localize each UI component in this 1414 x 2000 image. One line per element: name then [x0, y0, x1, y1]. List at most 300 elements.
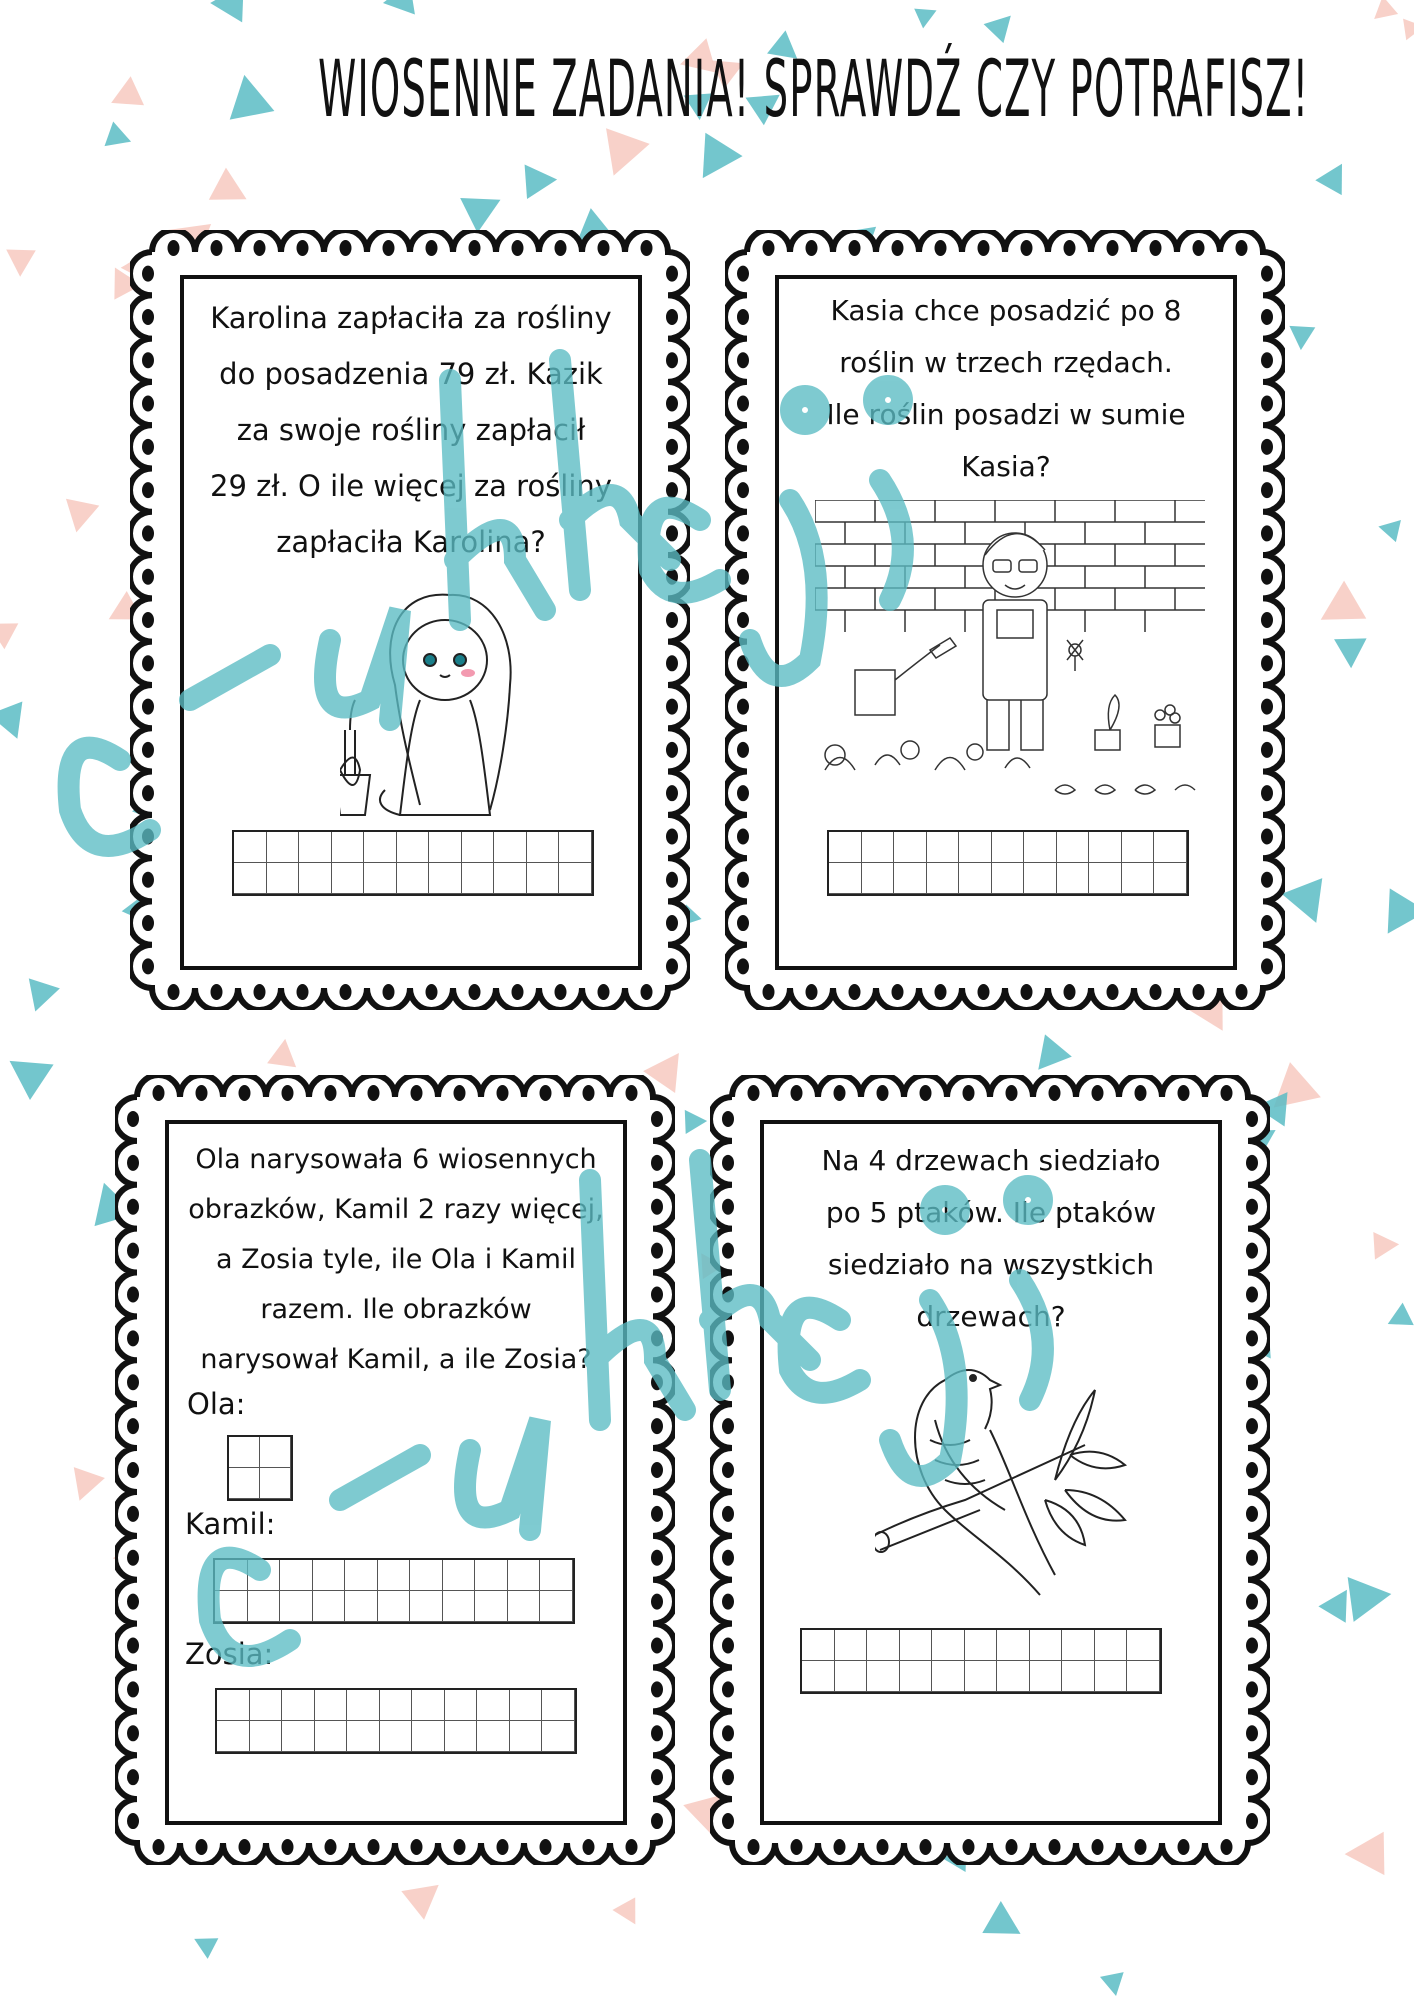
- frame-dot: [555, 984, 567, 1000]
- frame-dot: [1246, 1725, 1258, 1741]
- frame-dot: [142, 655, 154, 671]
- frame-dot: [1246, 1594, 1258, 1610]
- frame-dot: [1261, 872, 1273, 888]
- frame-dot: [737, 266, 749, 282]
- confetti-triangle: [914, 1, 941, 29]
- frame-dot: [651, 1725, 663, 1741]
- question-line: Kasia?: [961, 450, 1051, 483]
- frame-dot: [834, 1085, 846, 1101]
- frame-dot: [1261, 482, 1273, 498]
- frame-dot: [666, 655, 678, 671]
- grid-cell[interactable]: [462, 863, 495, 894]
- frame-dot: [127, 1243, 139, 1259]
- frame-dot: [666, 352, 678, 368]
- frame-dot: [666, 482, 678, 498]
- frame-dot: [583, 1839, 595, 1855]
- kamil-label: Kamil:: [185, 1507, 276, 1541]
- grid-cell[interactable]: [1095, 1661, 1128, 1692]
- frame-dot: [651, 1418, 663, 1434]
- grid-cell[interactable]: [540, 1560, 573, 1591]
- grid-cell[interactable]: [510, 1721, 543, 1752]
- grid-cell[interactable]: [477, 1690, 510, 1721]
- grid-cell[interactable]: [1062, 1630, 1095, 1661]
- frame-dot: [583, 1085, 595, 1101]
- grid-cell[interactable]: [267, 832, 300, 863]
- frame-dot: [763, 240, 775, 256]
- grid-cell[interactable]: [932, 1661, 965, 1692]
- grid-cell[interactable]: [559, 863, 592, 894]
- frame-dot: [1261, 525, 1273, 541]
- grid-cell[interactable]: [802, 1630, 835, 1661]
- confetti-triangle: [1310, 581, 1367, 639]
- frame-dot: [127, 1111, 139, 1127]
- grid-cell[interactable]: [997, 1661, 1030, 1692]
- grid-cell[interactable]: [215, 1591, 248, 1622]
- answer-box[interactable]: [827, 830, 1189, 896]
- confetti-triangle: [1366, 0, 1398, 28]
- frame-dot: [411, 1085, 423, 1101]
- question-line: za swoje rośliny zapłacił: [236, 413, 586, 447]
- grid-cell[interactable]: [248, 1560, 281, 1591]
- grid-cell[interactable]: [345, 1591, 378, 1622]
- grid-cell[interactable]: [313, 1591, 346, 1622]
- grid-cell[interactable]: [429, 832, 462, 863]
- grid-cell[interactable]: [997, 1630, 1030, 1661]
- grid-cell[interactable]: [835, 1661, 868, 1692]
- grid-cell[interactable]: [475, 1560, 508, 1591]
- frame-dot: [142, 612, 154, 628]
- frame-dot: [651, 1199, 663, 1215]
- frame-dot: [127, 1506, 139, 1522]
- grid-cell[interactable]: [443, 1591, 476, 1622]
- frame-dot: [540, 1839, 552, 1855]
- frame-dot: [849, 984, 861, 1000]
- grid-cell[interactable]: [412, 1721, 445, 1752]
- frame-dot: [722, 1769, 734, 1785]
- frame-dot: [722, 1638, 734, 1654]
- grid-cell[interactable]: [299, 832, 332, 863]
- grid-cell[interactable]: [900, 1630, 933, 1661]
- frame-dot: [368, 1839, 380, 1855]
- frame-dot: [737, 396, 749, 412]
- grid-cell[interactable]: [494, 832, 527, 863]
- grid-cell[interactable]: [250, 1721, 283, 1752]
- frame-dot: [666, 266, 678, 282]
- frame-dot: [963, 1085, 975, 1101]
- frame-dot: [722, 1462, 734, 1478]
- grid-cell[interactable]: [477, 1721, 510, 1752]
- frame-dot: [651, 1330, 663, 1346]
- grid-cell[interactable]: [1122, 863, 1155, 894]
- frame-dot: [1261, 439, 1273, 455]
- confetti-triangle: [20, 978, 60, 1016]
- frame-dot: [383, 240, 395, 256]
- frame-dot: [426, 240, 438, 256]
- frame-dot: [748, 1085, 760, 1101]
- grid-cell[interactable]: [313, 1560, 346, 1591]
- grid-cell[interactable]: [965, 1661, 998, 1692]
- frame-dot: [555, 240, 567, 256]
- question-line: 29 zł. O ile więcej za rośliny: [210, 469, 612, 503]
- frame-dot: [1246, 1813, 1258, 1829]
- grid-cell[interactable]: [1024, 863, 1057, 894]
- grid-cell[interactable]: [250, 1690, 283, 1721]
- grid-cell[interactable]: [494, 863, 527, 894]
- frame-dot: [1246, 1330, 1258, 1346]
- grid-cell[interactable]: [1089, 832, 1122, 863]
- girl-with-hyacinth-illustration: [340, 575, 540, 820]
- frame-dot: [454, 1839, 466, 1855]
- confetti-triangle: [1288, 326, 1315, 351]
- grid-cell[interactable]: [378, 1560, 411, 1591]
- frame-dot: [239, 1085, 251, 1101]
- frame-dot: [651, 1813, 663, 1829]
- confetti-triangle: [1282, 878, 1337, 931]
- grid-cell[interactable]: [959, 863, 992, 894]
- frame-dot: [1107, 984, 1119, 1000]
- frame-dot: [963, 1839, 975, 1855]
- frame-dot: [1150, 240, 1162, 256]
- confetti-triangle: [1348, 1572, 1395, 1622]
- frame-dot: [196, 1085, 208, 1101]
- grid-cell[interactable]: [867, 1661, 900, 1692]
- frame-dot: [834, 1839, 846, 1855]
- grid-cell[interactable]: [867, 1630, 900, 1661]
- grid-cell[interactable]: [862, 863, 895, 894]
- zosia-label: Zosia:: [185, 1637, 274, 1671]
- zosia-answer-box[interactable]: [215, 1688, 577, 1754]
- grid-cell[interactable]: [1030, 1630, 1063, 1661]
- frame-dot: [651, 1638, 663, 1654]
- question-line: obrazków, Kamil 2 razy więcej,: [188, 1194, 604, 1225]
- frame-dot: [512, 240, 524, 256]
- grid-cell[interactable]: [1024, 832, 1057, 863]
- grid-cell[interactable]: [927, 832, 960, 863]
- frame-dot: [892, 984, 904, 1000]
- grid-cell[interactable]: [267, 863, 300, 894]
- question-line: do posadzenia 79 zł. Kazik: [219, 357, 603, 391]
- frame-dot: [598, 984, 610, 1000]
- grid-cell[interactable]: [443, 1560, 476, 1591]
- grid-cell[interactable]: [217, 1721, 250, 1752]
- grid-cell[interactable]: [510, 1690, 543, 1721]
- frame-dot: [142, 396, 154, 412]
- frame-dot: [737, 352, 749, 368]
- frame-dot: [737, 655, 749, 671]
- answer-box[interactable]: [800, 1628, 1162, 1694]
- page-title: WIOSENNE ZADANIA! SPRAWDŹ CZY POTRAFISZ!: [318, 45, 1310, 135]
- grid-cell[interactable]: [315, 1721, 348, 1752]
- grid-cell[interactable]: [215, 1560, 248, 1591]
- frame-dot: [127, 1155, 139, 1171]
- frame-dot: [1261, 309, 1273, 325]
- grid-cell[interactable]: [1127, 1630, 1160, 1661]
- frame-dot: [127, 1638, 139, 1654]
- frame-dot: [254, 984, 266, 1000]
- ola-answer-box[interactable]: [227, 1435, 293, 1501]
- confetti-triangle: [460, 182, 509, 233]
- grid-cell[interactable]: [248, 1591, 281, 1622]
- frame-dot: [142, 309, 154, 325]
- frame-dot: [737, 915, 749, 931]
- question-line: Ola narysowała 6 wiosennych: [195, 1144, 597, 1175]
- grid-cell[interactable]: [1089, 863, 1122, 894]
- grid-cell[interactable]: [282, 1690, 315, 1721]
- frame-dot: [666, 742, 678, 758]
- grid-cell[interactable]: [932, 1630, 965, 1661]
- frame-dot: [127, 1286, 139, 1302]
- frame-dot: [978, 984, 990, 1000]
- frame-dot: [1236, 240, 1248, 256]
- frame-dot: [737, 525, 749, 541]
- frame-dot: [626, 1085, 638, 1101]
- frame-dot: [666, 396, 678, 412]
- confetti-triangle: [982, 1901, 1030, 1950]
- grid-cell[interactable]: [542, 1721, 575, 1752]
- grid-cell[interactable]: [508, 1591, 541, 1622]
- question-line: a Zosia tyle, ile Ola i Kamil: [216, 1244, 576, 1275]
- frame-dot: [1135, 1839, 1147, 1855]
- frame-dot: [1246, 1506, 1258, 1522]
- grid-cell[interactable]: [378, 1591, 411, 1622]
- grid-cell[interactable]: [332, 863, 365, 894]
- frame-dot: [722, 1243, 734, 1259]
- grid-cell[interactable]: [462, 832, 495, 863]
- frame-dot: [1261, 655, 1273, 671]
- frame-dot: [737, 612, 749, 628]
- frame-dot: [892, 240, 904, 256]
- confetti-triangle: [1369, 888, 1414, 945]
- frame-dot: [211, 984, 223, 1000]
- frame-dot: [142, 915, 154, 931]
- frame-dot: [763, 984, 775, 1000]
- grid-cell[interactable]: [380, 1721, 413, 1752]
- frame-dot: [722, 1374, 734, 1390]
- frame-dot: [666, 872, 678, 888]
- frame-dot: [737, 569, 749, 585]
- confetti-triangle: [0, 611, 18, 649]
- frame-dot: [877, 1839, 889, 1855]
- grid-cell[interactable]: [835, 1630, 868, 1661]
- frame-dot: [426, 984, 438, 1000]
- frame-dot: [168, 984, 180, 1000]
- frame-dot: [1049, 1839, 1061, 1855]
- frame-dot: [722, 1155, 734, 1171]
- answer-box[interactable]: [232, 830, 594, 896]
- frame-dot: [722, 1330, 734, 1346]
- frame-dot: [1236, 984, 1248, 1000]
- confetti-triangle: [189, 1928, 218, 1958]
- frame-dot: [340, 984, 352, 1000]
- grid-cell[interactable]: [542, 1690, 575, 1721]
- confetti-triangle: [1376, 515, 1401, 542]
- grid-cell[interactable]: [280, 1560, 313, 1591]
- grid-cell[interactable]: [217, 1690, 250, 1721]
- frame-dot: [651, 1550, 663, 1566]
- frame-dot: [722, 1506, 734, 1522]
- grid-cell[interactable]: [1057, 863, 1090, 894]
- frame-dot: [127, 1681, 139, 1697]
- grid-cell[interactable]: [862, 832, 895, 863]
- frame-dot: [666, 785, 678, 801]
- grid-cell[interactable]: [959, 832, 992, 863]
- confetti-triangle: [684, 133, 742, 190]
- grid-cell[interactable]: [965, 1630, 998, 1661]
- task-card-1: [130, 230, 690, 1010]
- grid-cell[interactable]: [282, 1721, 315, 1752]
- frame-dot: [722, 1725, 734, 1741]
- frame-dot: [1246, 1769, 1258, 1785]
- grid-cell[interactable]: [347, 1690, 380, 1721]
- grid-cell[interactable]: [397, 863, 430, 894]
- frame-dot: [666, 958, 678, 974]
- grid-cell[interactable]: [1030, 1661, 1063, 1692]
- grid-cell[interactable]: [345, 1560, 378, 1591]
- frame-dot: [411, 1839, 423, 1855]
- grid-cell[interactable]: [475, 1591, 508, 1622]
- frame-dot: [1261, 742, 1273, 758]
- frame-dot: [935, 240, 947, 256]
- grid-cell[interactable]: [802, 1661, 835, 1692]
- grid-cell[interactable]: [829, 832, 862, 863]
- grid-cell[interactable]: [364, 832, 397, 863]
- frame-dot: [666, 699, 678, 715]
- frame-dot: [469, 984, 481, 1000]
- frame-dot: [666, 525, 678, 541]
- grid-cell[interactable]: [927, 863, 960, 894]
- grid-cell[interactable]: [1154, 863, 1187, 894]
- frame-dot: [791, 1085, 803, 1101]
- frame-dot: [1092, 1839, 1104, 1855]
- grid-cell[interactable]: [364, 863, 397, 894]
- frame-dot: [849, 240, 861, 256]
- frame-dot: [920, 1085, 932, 1101]
- grid-cell[interactable]: [894, 863, 927, 894]
- frame-dot: [1246, 1550, 1258, 1566]
- grid-cell[interactable]: [1127, 1661, 1160, 1692]
- frame-dot: [325, 1839, 337, 1855]
- frame-dot: [1246, 1681, 1258, 1697]
- frame-dot: [127, 1199, 139, 1215]
- grid-cell[interactable]: [412, 1690, 445, 1721]
- frame-dot: [737, 742, 749, 758]
- grid-cell[interactable]: [280, 1591, 313, 1622]
- frame-dot: [1006, 1839, 1018, 1855]
- grid-cell[interactable]: [397, 832, 430, 863]
- grid-cell[interactable]: [1062, 1661, 1095, 1692]
- confetti-triangle: [1403, 16, 1414, 40]
- grid-cell[interactable]: [508, 1560, 541, 1591]
- frame-dot: [142, 958, 154, 974]
- confetti-triangle: [612, 1897, 646, 1930]
- frame-dot: [666, 612, 678, 628]
- frame-dot: [666, 439, 678, 455]
- frame-dot: [748, 1839, 760, 1855]
- frame-dot: [1064, 240, 1076, 256]
- grid-cell[interactable]: [1095, 1630, 1128, 1661]
- grid-cell[interactable]: [527, 832, 560, 863]
- frame-dot: [1193, 240, 1205, 256]
- grid-cell[interactable]: [1154, 832, 1187, 863]
- grid-cell[interactable]: [1122, 832, 1155, 863]
- confetti-triangle: [0, 701, 34, 745]
- grid-cell[interactable]: [992, 863, 1025, 894]
- frame-dot: [153, 1085, 165, 1101]
- frame-dot: [1064, 984, 1076, 1000]
- grid-cell[interactable]: [540, 1591, 573, 1622]
- frame-dot: [651, 1155, 663, 1171]
- grid-cell[interactable]: [829, 863, 862, 894]
- confetti-triangle: [1373, 1231, 1400, 1260]
- grid-cell[interactable]: [445, 1690, 478, 1721]
- grid-cell[interactable]: [234, 832, 267, 863]
- frame-dot: [722, 1813, 734, 1829]
- question-line: drzewach?: [916, 1300, 1066, 1333]
- frame-dot: [1261, 958, 1273, 974]
- grid-cell[interactable]: [315, 1690, 348, 1721]
- confetti-triangle: [105, 122, 136, 154]
- question-text: [775, 285, 1237, 493]
- boy-gardener-illustration: [815, 500, 1205, 800]
- grid-cell[interactable]: [527, 863, 560, 894]
- frame-dot: [737, 309, 749, 325]
- frame-dot: [877, 1085, 889, 1101]
- frame-dot: [1246, 1638, 1258, 1654]
- kamil-answer-box[interactable]: [213, 1558, 575, 1624]
- frame-dot: [1261, 699, 1273, 715]
- frame-dot: [1178, 1085, 1190, 1101]
- frame-dot: [651, 1243, 663, 1259]
- confetti-triangle: [1025, 1034, 1072, 1081]
- frame-dot: [142, 439, 154, 455]
- grid-cell[interactable]: [410, 1560, 443, 1591]
- grid-cell[interactable]: [992, 832, 1025, 863]
- grid-cell[interactable]: [380, 1690, 413, 1721]
- confetti-triangle: [984, 6, 1021, 43]
- frame-dot: [722, 1594, 734, 1610]
- frame-dot: [722, 1681, 734, 1697]
- grid-cell[interactable]: [299, 863, 332, 894]
- frame-dot: [239, 1839, 251, 1855]
- grid-cell[interactable]: [559, 832, 592, 863]
- grid-cell[interactable]: [429, 863, 462, 894]
- frame-dot: [722, 1111, 734, 1127]
- frame-dot: [254, 240, 266, 256]
- task-card-4: [710, 1075, 1270, 1865]
- confetti-triangle: [210, 0, 259, 22]
- grid-cell[interactable]: [234, 863, 267, 894]
- frame-dot: [651, 1594, 663, 1610]
- confetti-triangle: [0, 1043, 54, 1100]
- grid-cell[interactable]: [347, 1721, 380, 1752]
- frame-dot: [1049, 1085, 1061, 1101]
- frame-dot: [666, 569, 678, 585]
- grid-cell[interactable]: [410, 1591, 443, 1622]
- confetti-triangle: [60, 499, 100, 536]
- grid-cell[interactable]: [900, 1661, 933, 1692]
- grid-cell[interactable]: [894, 832, 927, 863]
- grid-cell[interactable]: [1057, 832, 1090, 863]
- frame-dot: [722, 1418, 734, 1434]
- frame-dot: [722, 1550, 734, 1566]
- confetti-triangle: [592, 128, 650, 183]
- frame-dot: [626, 1839, 638, 1855]
- grid-cell[interactable]: [332, 832, 365, 863]
- confetti-triangle: [1344, 1832, 1384, 1876]
- frame-dot: [666, 828, 678, 844]
- frame-dot: [142, 569, 154, 585]
- grid-cell[interactable]: [445, 1721, 478, 1752]
